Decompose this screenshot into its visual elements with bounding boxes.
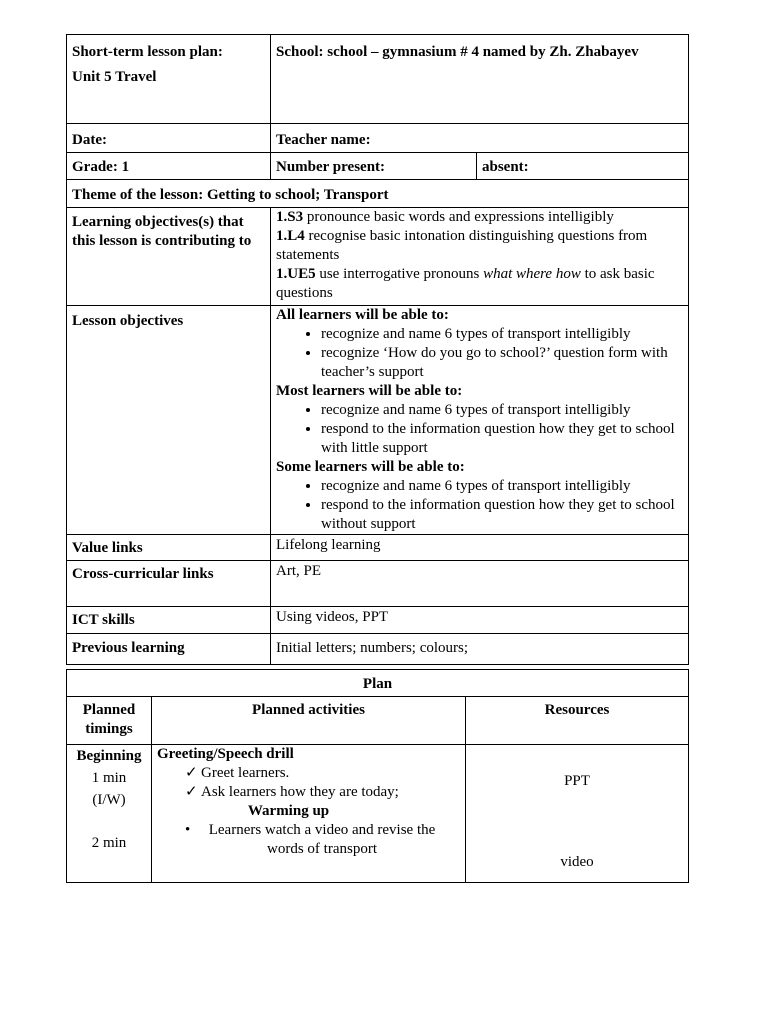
list-item: • recognize and name 6 types of transport intelligibly [321, 325, 683, 344]
resources-cell [466, 745, 689, 883]
number-present-cell: Number present: [271, 153, 477, 180]
list-item: • recognize and name 6 types of transport intelligibly [321, 477, 683, 496]
plan-table [66, 669, 689, 883]
objective-item: 1.L4 recognise basic intonation distinguishing questions from statements [276, 228, 648, 263]
bullet-list [276, 325, 683, 382]
ict-skills-value: Using videos, PPT [271, 607, 689, 634]
school-cell [271, 35, 689, 124]
col-header-timings: Planned timings [67, 697, 152, 745]
list-item: • respond to the information question how they get to school with little support [321, 420, 683, 458]
previous-learning-value: Initial letters; numbers; colours; [271, 634, 689, 665]
resource-video: video [560, 854, 594, 870]
objective-item: 1.UE5 use interrogative pronouns what where how to ask basic questions [276, 266, 655, 301]
time-2: 2 min [91, 835, 127, 851]
lesson-plan-document [66, 34, 688, 883]
group-heading: Some learners will be able to: [276, 459, 465, 475]
school-name: School: school – gymnasium # 4 named by Zh. Zhabayev [276, 44, 639, 60]
plan-title: Short-term lesson plan: [72, 44, 223, 60]
value-links-label: Value links [67, 535, 271, 561]
plan-title-cell [67, 35, 271, 124]
bullet-icon: • [185, 822, 191, 838]
timings-cell [67, 745, 152, 883]
resource-ppt: PPT [564, 773, 590, 789]
stage-label: Beginning [76, 748, 142, 764]
plan-title: Plan [67, 670, 689, 697]
tick-list [157, 764, 460, 802]
group-heading: All learners will be able to: [276, 307, 449, 323]
lesson-plan-header-table [66, 34, 689, 665]
learning-objectives-label: Learning objectives(s) that this lesson is contributing to [67, 208, 271, 306]
lesson-theme: Theme of the lesson: Getting to school; Transport [67, 180, 689, 208]
lesson-objectives-cell [271, 306, 689, 535]
col-header-resources: Resources [466, 697, 689, 745]
bullet-list [276, 401, 683, 458]
section-greeting: Greeting/Speech drill [157, 746, 294, 762]
teacher-name-cell: Teacher name: [271, 124, 689, 153]
group-heading: Most learners will be able to: [276, 383, 463, 399]
absent-cell: absent: [477, 153, 689, 180]
mode-1: (I/W) [92, 792, 126, 808]
objective-item: 1.S3 pronounce basic words and expressions intelligibly [276, 209, 614, 225]
grade-cell: Grade: 1 [67, 153, 271, 180]
cross-curricular-label: Cross-curricular links [67, 561, 271, 607]
lesson-objectives-label: Lesson objectives [67, 306, 271, 535]
date-cell: Date: [67, 124, 271, 153]
section-warming-up: Warming up [247, 803, 330, 819]
activities-cell [152, 745, 466, 883]
cross-curricular-value: Art, PE [271, 561, 689, 607]
list-item: ✓ Greet learners. [185, 765, 290, 781]
list-item: • recognize ‘How do you go to school?’ question form with teacher’s support [321, 344, 683, 382]
learning-objectives-cell [271, 208, 689, 306]
list-item: • respond to the information question how they get to school without support [321, 496, 683, 534]
time-1: 1 min [91, 770, 127, 786]
list-item: ✓ Ask learners how they are today; [185, 784, 399, 800]
ict-skills-label: ICT skills [67, 607, 271, 634]
unit-title: Unit 5 Travel [72, 69, 157, 85]
list-item: • Learners watch a video and revise the words of transport [185, 822, 436, 857]
previous-learning-label: Previous learning [67, 634, 271, 665]
value-links-value: Lifelong learning [271, 535, 689, 561]
col-header-activities: Planned activities [152, 697, 466, 745]
check-icon: ✓ [185, 784, 198, 800]
check-icon: ✓ [185, 765, 198, 781]
bullet-list [276, 477, 683, 534]
list-item: • recognize and name 6 types of transport intelligibly [321, 401, 683, 420]
